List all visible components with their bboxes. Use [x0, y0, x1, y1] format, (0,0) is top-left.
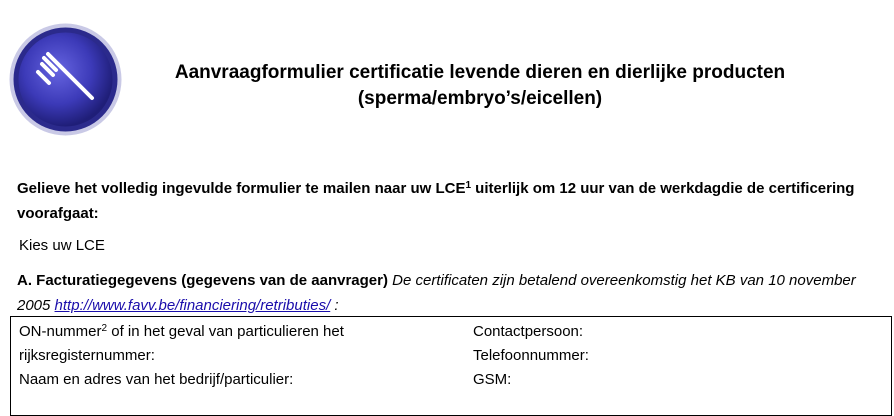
footnote-ref-1: 1 [465, 180, 472, 191]
on-number-field[interactable] [19, 320, 459, 368]
title-line-1: Aanvraagformulier certificatie levende dieren en dierlijke producten [174, 62, 786, 83]
section-a-note: De certificaten zijn betalend overeenkomstig het KB van 10 november 2005 [17, 272, 856, 314]
section-a-title: A. Facturatiegegevens (gegevens van de aanvrager) [17, 272, 388, 289]
phone-number-field[interactable]: Telefoonnummer: [473, 347, 589, 364]
footnote-ref-2: 2 [101, 323, 108, 334]
retributies-link[interactable]: http://www.favv.be/financiering/retributies/ [54, 297, 331, 314]
billing-form-table [10, 316, 892, 416]
favv-logo-icon [8, 22, 123, 137]
page-title [120, 60, 840, 112]
section-a-suffix: : [330, 297, 339, 314]
on-number-label-1: ON-nummer [19, 323, 102, 340]
section-a-heading [17, 268, 887, 318]
name-address-field[interactable]: Naam en adres van het bedrijf/particulier: [19, 371, 294, 388]
lce-select-dropdown[interactable]: Kies uw LCE [19, 237, 105, 254]
billing-left-column [19, 320, 459, 392]
instruction-part-2: uiterlijk om 12 uur van de werkdagdie de certificering voorafgaat: [17, 180, 855, 222]
instruction-text [17, 176, 877, 226]
gsm-field[interactable]: GSM: [473, 371, 512, 388]
on-number-label-2: of in het geval van particulieren het rijksregisternummer: [19, 323, 344, 364]
title-line-2: (sperma/embryo’s/eicellen) [357, 88, 603, 109]
billing-right-column [473, 320, 873, 392]
contact-person-field[interactable]: Contactpersoon: [473, 323, 584, 340]
instruction-part-1: Gelieve het volledig ingevulde formulier te mailen naar uw LCE [17, 180, 466, 197]
